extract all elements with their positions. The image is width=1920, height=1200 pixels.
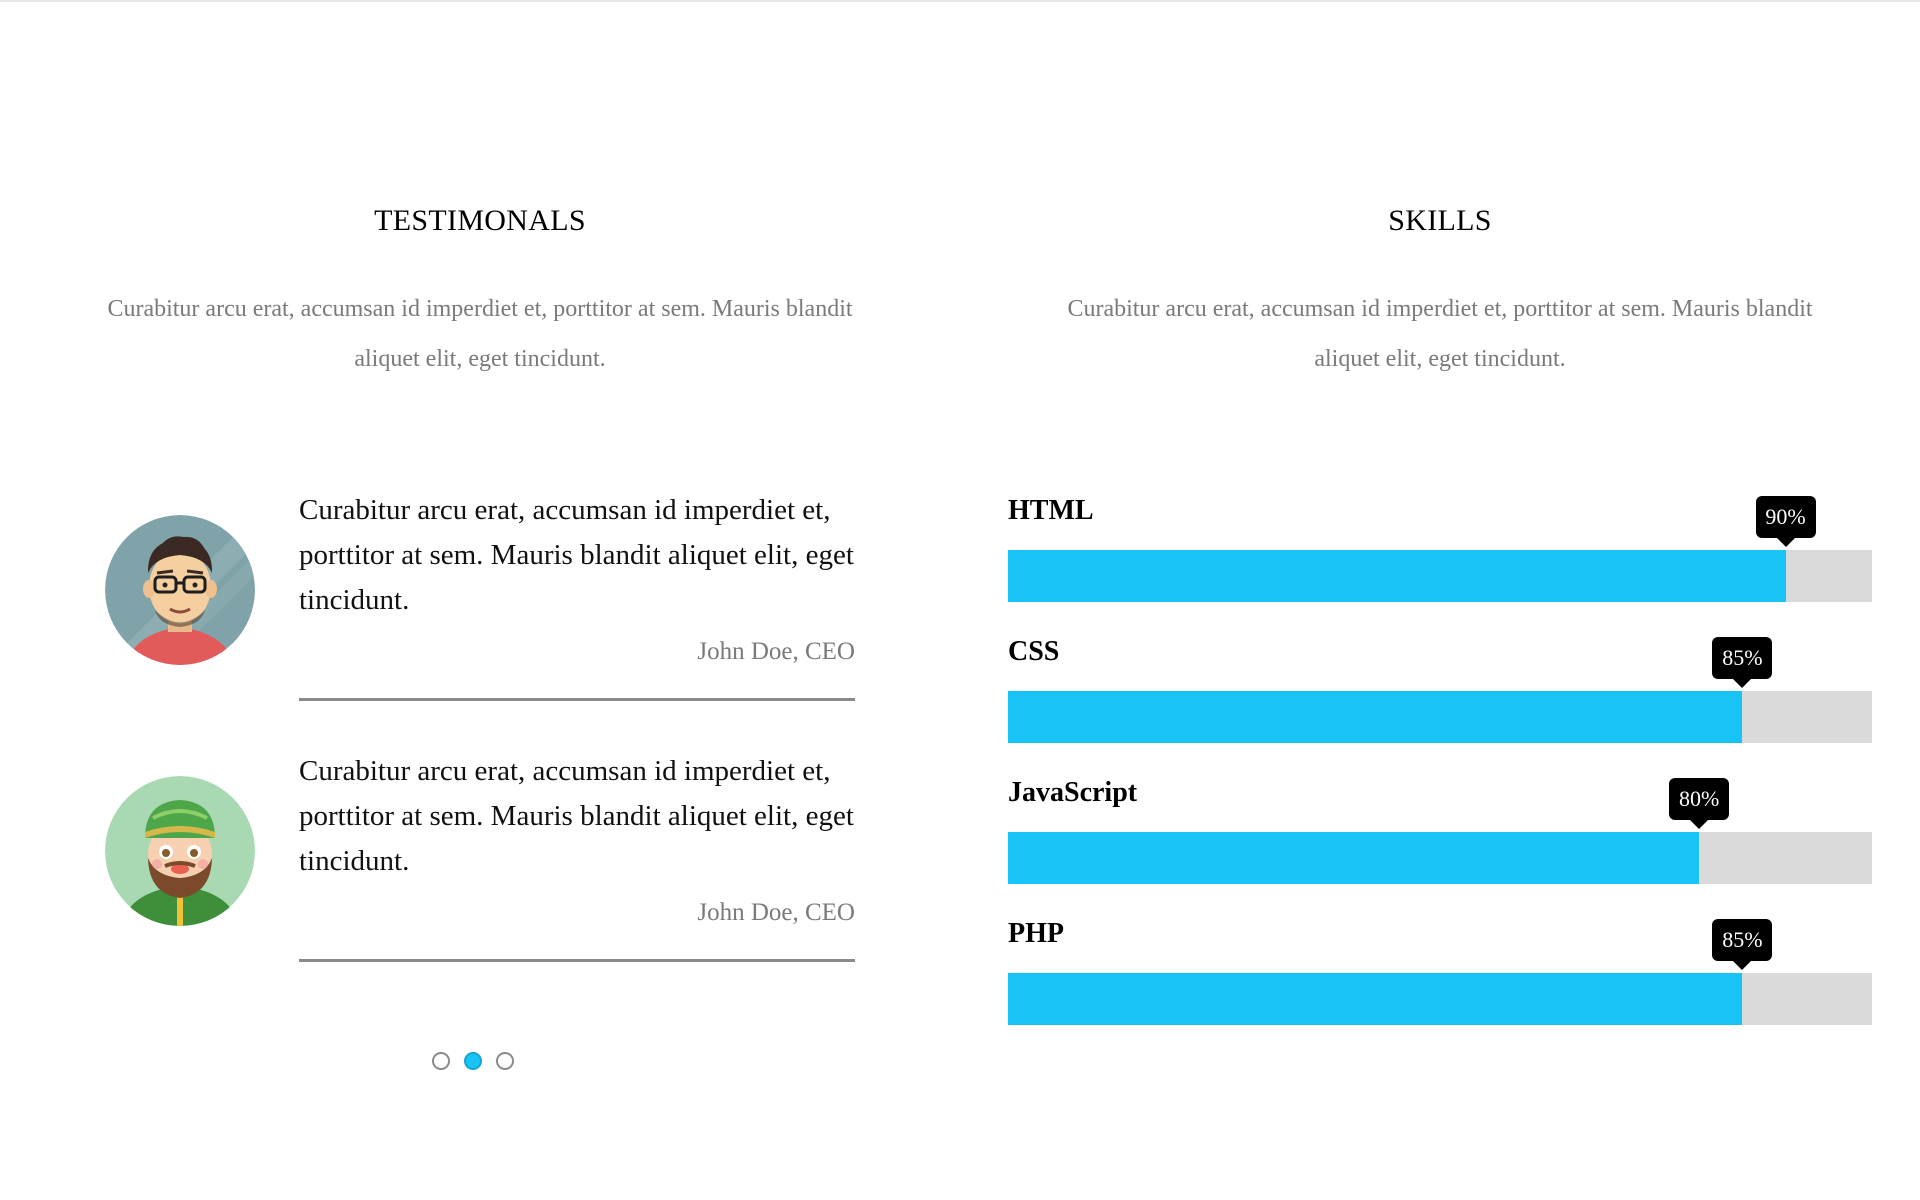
skill-progress-fill [1008, 691, 1742, 743]
skill-percent-tooltip: 85% [1712, 637, 1772, 679]
bearded-man-with-cap-avatar [105, 776, 255, 926]
skill-javascript [1008, 776, 1872, 896]
skills-description: Curabitur arcu erat, accumsan id imperdiet et, porttitor at sem. Mauris blandit aliquet elit, eget tincidunt. [1067, 296, 1813, 372]
skill-progress-track [1008, 691, 1872, 743]
testimonial-card [105, 488, 855, 718]
skill-html [1008, 494, 1872, 614]
testimonial-pagination [432, 1052, 514, 1070]
pagination-dot-1[interactable] [432, 1052, 450, 1070]
pagination-dot-2[interactable] [464, 1052, 482, 1070]
pagination-dot-3[interactable] [496, 1052, 514, 1070]
skills-heading: SKILLS [1388, 204, 1492, 237]
skill-progress-track [1008, 973, 1872, 1025]
skill-percent-tooltip: 90% [1756, 496, 1816, 538]
skill-progress-track [1008, 550, 1872, 602]
testimonial-card [105, 749, 855, 979]
skill-percent-tooltip: 85% [1712, 919, 1772, 961]
skill-progress-fill [1008, 832, 1699, 884]
top-divider [0, 0, 1920, 2]
testimonials-description: Curabitur arcu erat, accumsan id imperdiet et, porttitor at sem. Mauris blandit aliquet elit, eget tincidunt. [107, 296, 853, 372]
skill-label: PHP [1008, 918, 1064, 949]
man-with-glasses-avatar [105, 515, 255, 665]
skill-label: CSS [1008, 636, 1060, 667]
testimonials-heading: TESTIMONALS [374, 204, 586, 237]
testimonial-divider [299, 698, 855, 701]
skill-label: HTML [1008, 495, 1094, 526]
skill-label: JavaScript [1008, 777, 1138, 808]
skill-progress-fill [1008, 550, 1786, 602]
skill-php [1008, 917, 1872, 1037]
testimonial-divider [299, 959, 855, 962]
testimonial-quote: Curabitur arcu erat, accumsan id imperdiet et, porttitor at sem. Mauris blandit aliquet elit, eget tincidunt. [299, 494, 854, 616]
skill-progress-track [1008, 832, 1872, 884]
testimonial-quote: Curabitur arcu erat, accumsan id imperdiet et, porttitor at sem. Mauris blandit aliquet elit, eget tincidunt. [299, 755, 854, 877]
skill-progress-fill [1008, 973, 1742, 1025]
skill-percent-tooltip: 80% [1669, 778, 1729, 820]
testimonial-author: John Doe, CEO [697, 638, 855, 665]
skill-css [1008, 635, 1872, 755]
testimonial-author: John Doe, CEO [697, 899, 855, 926]
